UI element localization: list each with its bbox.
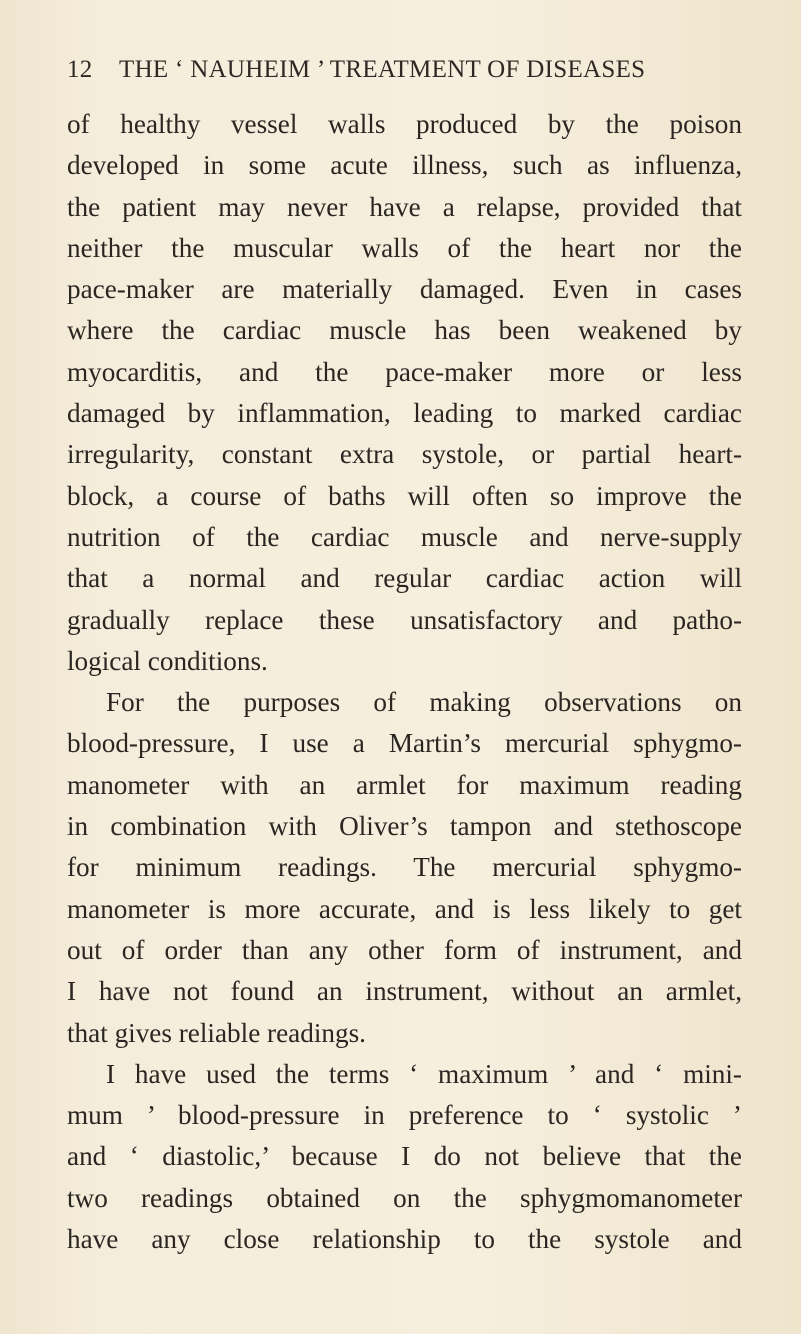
text-line: gradually replace these unsatisfactory and patho-: [67, 604, 742, 635]
running-head-title: THE ‘ NAUHEIM ’ TREATMENT OF DISEASES: [119, 56, 646, 83]
text-line: I have used the terms ‘ maximum ’ and ‘ mini-: [106, 1058, 742, 1089]
text-line: blood-pressure, I use a Martin’s mercurial sphygmo-: [67, 728, 742, 759]
text-line: developed in some acute illness, such as influenza,: [67, 150, 742, 181]
text-line: neither the muscular walls of the heart nor the: [67, 232, 742, 263]
text-line: irregularity, constant extra systole, or partial heart-: [67, 439, 742, 470]
text-line: damaged by inflammation, leading to marked cardiac: [67, 398, 742, 429]
page-number: 12: [67, 56, 93, 83]
text-line: manometer is more accurate, and is less likely to get: [67, 893, 742, 924]
text-line: and ‘ diastolic,’ because I do not believe that the: [67, 1141, 742, 1172]
text-line: that a normal and regular cardiac action will: [67, 563, 742, 594]
body-text: [67, 104, 742, 1260]
text-line: that gives reliable readings.: [67, 1017, 366, 1048]
text-line: mum ’ blood-pressure in preference to ‘ systolic ’: [67, 1100, 742, 1131]
text-line: of healthy vessel walls produced by the poison: [67, 109, 742, 139]
text-line: myocarditis, and the pace-maker more or less: [67, 356, 742, 387]
text-line: the patient may never have a relapse, provided that: [67, 191, 742, 222]
text-line: I have not found an instrument, without an armlet,: [67, 976, 742, 1007]
text-line: nutrition of the cardiac muscle and nerve-supply: [67, 521, 742, 552]
text-line: two readings obtained on the sphygmomanometer: [67, 1182, 742, 1213]
text-line: for minimum readings. The mercurial sphygmo-: [67, 852, 742, 883]
text-line: For the purposes of making observations on: [106, 687, 742, 718]
text-line: pace-maker are materially damaged. Even in cases: [67, 274, 742, 305]
text-line: logical conditions.: [67, 645, 268, 676]
text-line: out of order than any other form of instrument, and: [67, 934, 742, 965]
text-line: where the cardiac muscle has been weakened by: [67, 315, 742, 346]
text-line: in combination with Oliver’s tampon and stethoscope: [67, 811, 742, 842]
text-line: manometer with an armlet for maximum reading: [67, 769, 742, 800]
running-head: [67, 56, 747, 84]
text-line: block, a course of baths will often so improve the: [67, 480, 742, 511]
text-line: have any close relationship to the systole and: [67, 1224, 742, 1255]
